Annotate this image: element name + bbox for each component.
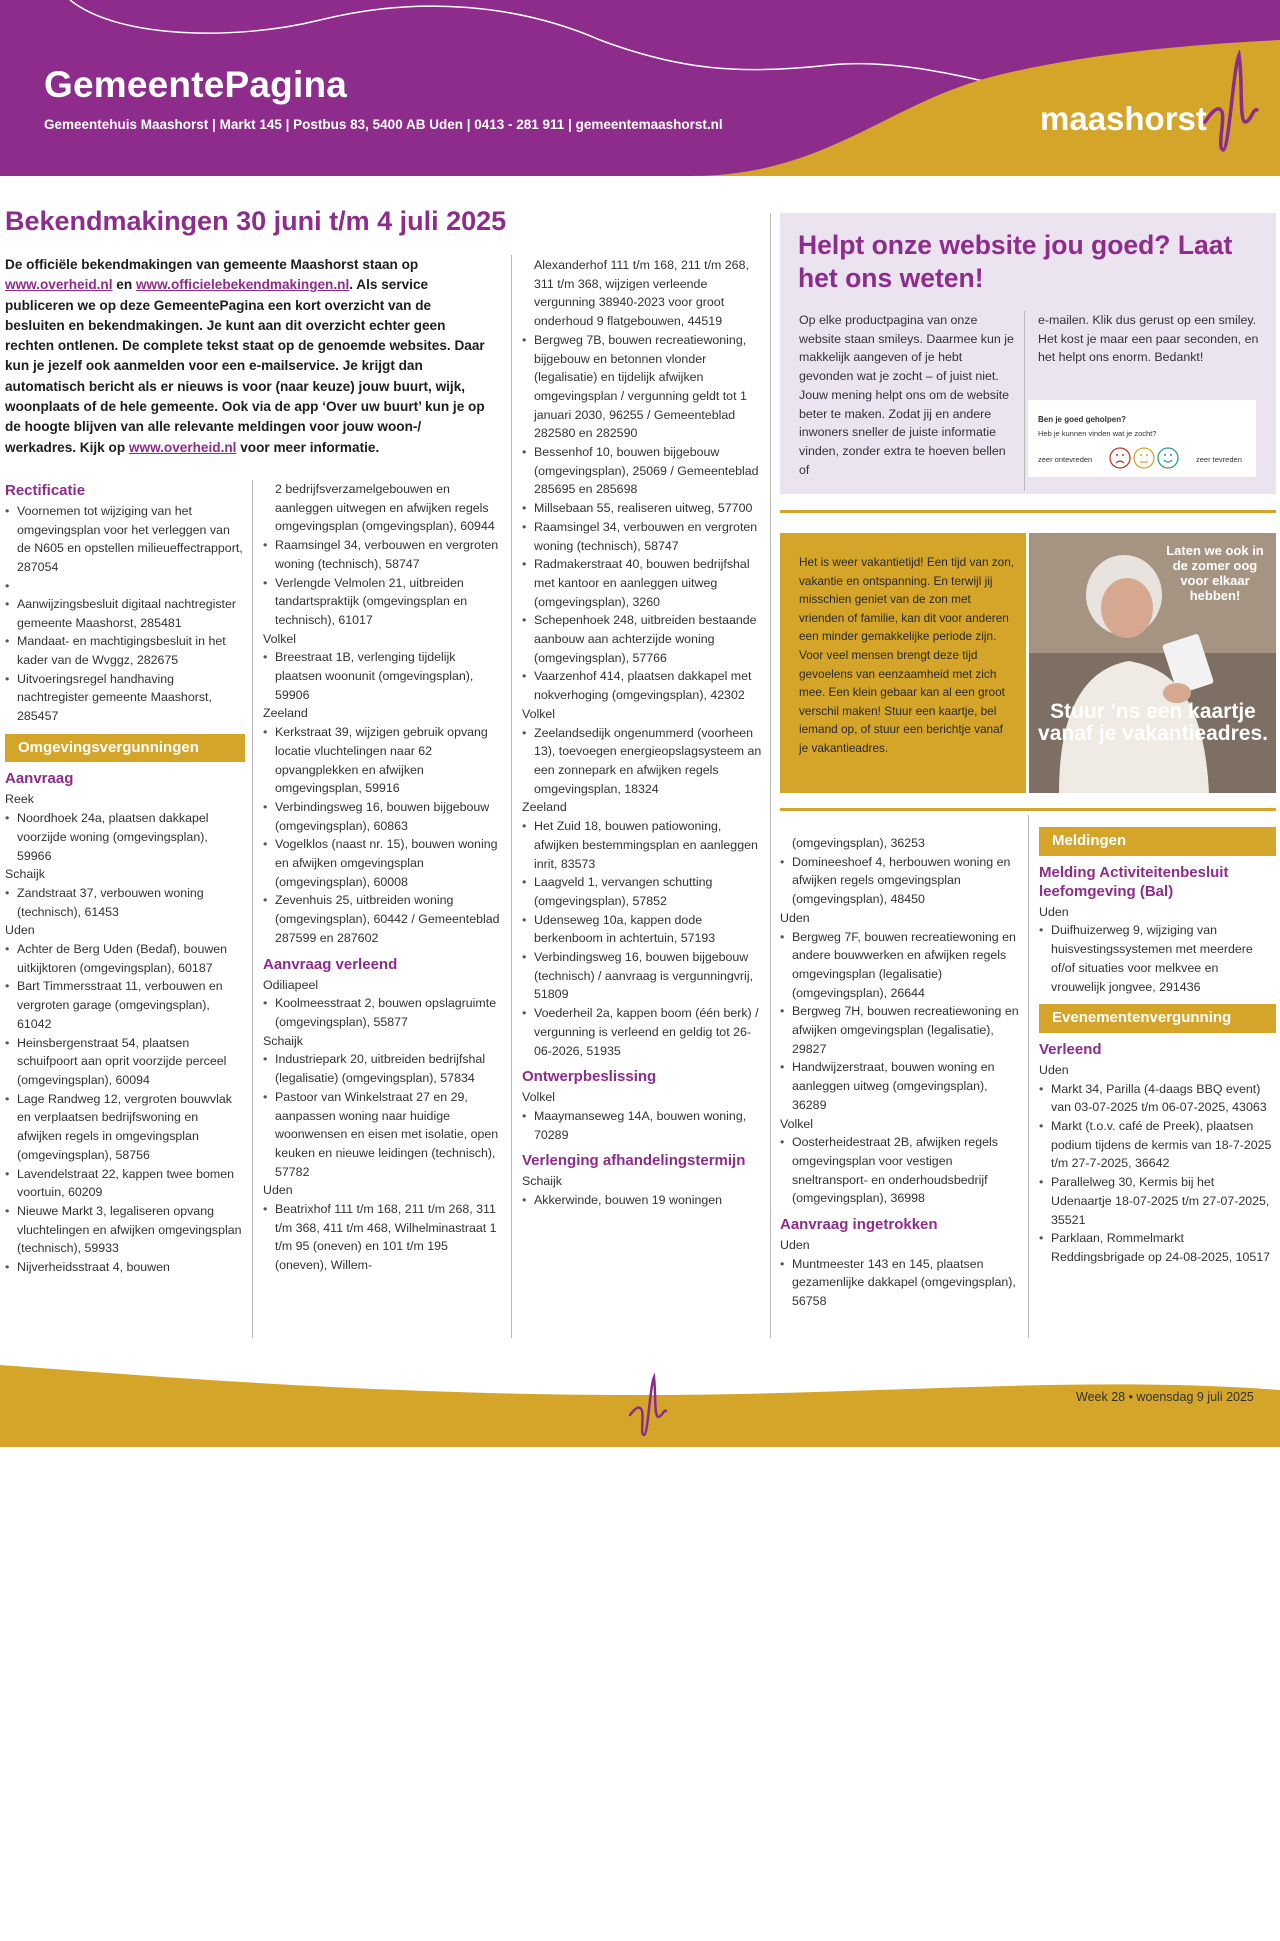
feedback-text-left: Op elke productpagina van onze website staan smileys. Daarmee kun je makkelijk aangeven of je hebt gevonden wat je zocht – of juist niet. Jouw mening helpt ons om de website beter te maken. Zodat jij en andere inwoners sneller de juiste informatie vinden, zonder extra te hoeven bellen of (799, 313, 1014, 477)
list-item: • Schepenhoek 248, uitbreiden bestaande aanbouw aan achterzijde woning (omgevingsplan), 57766 (522, 611, 762, 667)
column-divider (511, 255, 512, 1338)
rectificatie-list (5, 502, 245, 726)
section-heading-rectificatie: Rectificatie (5, 482, 86, 499)
section-heading-ontwerpbeslissing: Ontwerpbeslissing (522, 1068, 657, 1086)
list-spacer (5, 577, 245, 595)
rating-title: Ben je goed geholpen? (1038, 415, 1127, 424)
list-item: • Raamsingel 34, verbouwen en vergroten woning (technisch), 58747 (522, 518, 762, 555)
feedback-text-right: e-mailen. Klik dus gerust op een smiley. Het kost je maar een paar seconden, en het helpt ons enorm. Bedankt! (1038, 313, 1259, 365)
list-item: • Nieuwe Markt 3, legaliseren opvang vluchtelingen en afwijken omgevingsplan (technisch), 59933 (5, 1202, 245, 1258)
place-name: Volkel (780, 1116, 814, 1131)
continued-text: 2 bedrijfsverzamelgebouwen en aanleggen uitwegen en afwijken regels omgevingsplan (omgevingsplan), 60944 (275, 482, 495, 534)
section-heading-verleend: Verleend (1039, 1040, 1102, 1058)
section-bar-meldingen: Meldingen (1039, 827, 1276, 856)
smiley-rating-card (1028, 400, 1256, 477)
list-item: • Bergweg 7B, bouwen recreatiewoning, bijgebouw en betonnen vlonder (legalisatie) en tijdelijk afwijken omgevingsplan / vergunning geldt tot 1 januari 2030, 96255 / Gemeenteblad 282580 en 282590 (522, 331, 762, 443)
vacation-headline: Stuur 'ns een kaartje vanaf je vakantieadres. (1038, 700, 1268, 745)
place-name: Zeeland (522, 800, 567, 815)
sad-smiley-icon[interactable] (1110, 448, 1130, 468)
list-item: • Uitvoeringsregel handhaving nachtregister gemeente Maashorst, 285457 (5, 670, 245, 726)
column-5 (1039, 818, 1276, 1267)
list-item: • Parallelweg 30, Kermis bij het Udenaartje 18-07-2025 t/m 27-07-2025, 35521 (1039, 1173, 1276, 1229)
page-header (0, 0, 1280, 176)
list-item: • Markt (t.o.v. café de Preek), plaatsen podium tijdens de kermis van 18-7-2025 t/m 27-7-2025, 36642 (1039, 1117, 1276, 1173)
place-name: Odiliapeel (263, 977, 319, 992)
list-item: • Handwijzerstraat, bouwen woning en aanleggen uitweg (omgevingsplan), 36289 (780, 1058, 1020, 1114)
place-name: Uden (780, 1238, 810, 1253)
vacation-tagline: Laten we ook in de zomer oog voor elkaar hebben! (1166, 543, 1264, 603)
list-item: • Vaarzenhof 414, plaatsen dakkapel met nokverhoging (omgevingsplan), 42302 (522, 667, 762, 704)
gold-divider (780, 808, 1276, 811)
list-item: • Mandaat- en machtigingsbesluit in het kader van de Wvggz, 282675 (5, 632, 245, 669)
place-name: Volkel (522, 1090, 556, 1105)
gold-divider (780, 510, 1276, 513)
list-item: • Radmakerstraat 40, bouwen bedrijfshal met kantoor en aanleggen uitweg (omgevingsplan), 3260 (522, 555, 762, 611)
continued-text: (omgevingsplan), 36253 (792, 836, 925, 850)
place-name: Uden (1039, 1062, 1069, 1077)
place-name: Zeeland (263, 706, 308, 721)
list-item: • Domineeshoef 4, herbouwen woning en afwijken regels omgevingsplan (omgevingsplan), 48450 (780, 853, 1020, 909)
list-item: • Beatrixhof 111 t/m 168, 211 t/m 268, 311 t/m 368, 411 t/m 468, Wilhelminastraat 1 t/m 95 (oneven) en 101 t/m 195 (oneven), Willem- (263, 1200, 503, 1275)
footer-date: Week 28 • woensdag 9 juli 2025 (1076, 1390, 1254, 1404)
header-address: Gemeentehuis Maashorst | Markt 145 | Postbus 83, 5400 AB Uden | 0413 - 281 911 | gemeentemaashorst.nl (44, 117, 723, 132)
section-heading-aanvraag-verleend: Aanvraag verleend (263, 955, 398, 973)
section-bar-omgevingsvergunningen: Omgevingsvergunningen (5, 734, 245, 763)
page-title: Bekendmakingen 30 juni t/m 4 juli 2025 (5, 206, 507, 236)
place-name: Volkel (263, 631, 297, 646)
list-item: • Lavendelstraat 22, kappen twee bomen voortuin, 60209 (5, 1165, 245, 1202)
maashorst-logo: maashorst (1040, 100, 1207, 137)
list-item: • Voornemen tot wijziging van het omgevingsplan voor het verleggen van de N605 en opstellen milieueffectrapport, 287054 (5, 502, 245, 577)
list-item: • Bergweg 7F, bouwen recreatiewoning en andere bouwwerken en afwijken regels omgevingsplan (legalisatie) (omgevingsplan), 26644 (780, 928, 1020, 1003)
column-divider (770, 213, 771, 1338)
place-name: Volkel (522, 706, 556, 721)
list-item: • Verbindingsweg 16, bouwen bijgebouw (technisch) / aanvraag is vergunningvrij, 51809 (522, 948, 762, 1004)
place-name: Uden (5, 923, 35, 938)
list-item: • Nijverheidsstraat 4, bouwen (5, 1258, 245, 1277)
neutral-smiley-icon[interactable] (1134, 448, 1154, 468)
vacation-text: Het is weer vakantietijd! Een tijd van zon, vakantie en ontspanning. En terwijl jij misschien geniet van de zon met vrienden of familie, kan dit voor anderen een minder gemakkelijke periode zijn. Voor veel mensen brengt deze tijd gevoelens van eenzaamheid met zich mee. Een klein gebaar kan al een groot verschil maken! Stuur een kaartje, bel iemand op, of stuur een berichtje vanaf je vakantieadres. (799, 555, 1015, 755)
list-item: • Raamsingel 34, verbouwen en vergroten woning (technisch), 58747 (263, 536, 503, 573)
place-name: Schaijk (5, 867, 45, 882)
list-item: • Bessenhof 10, bouwen bijgebouw (omgevingsplan), 25069 / Gemeenteblad 285695 en 285698 (522, 443, 762, 499)
list-item: • Industriepark 20, uitbreiden bedrijfshal (legalisatie) (omgevingsplan), 57834 (263, 1050, 503, 1087)
vacation-photo (1029, 533, 1276, 793)
list-item: • Noordhoek 24a, plaatsen dakkapel voorzijde woning (omgevingsplan), 59966 (5, 809, 245, 865)
list-item: • Voederheil 2a, kappen boom (één berk) / vergunning is verleend en geldig tot 26-06-2026, 51935 (522, 1004, 762, 1060)
place-name: Uden (1039, 904, 1069, 919)
link-officielebekendmakingen[interactable]: www.officielebekendmakingen.nl (135, 277, 350, 293)
column-2 (263, 480, 503, 1275)
happy-smiley-icon[interactable] (1158, 448, 1178, 468)
maashorst-logo-icon (1195, 50, 1265, 160)
list-item: • Millsebaan 55, realiseren uitweg, 57700 (522, 499, 762, 518)
list-item: • Bart Timmersstraat 11, verbouwen en vergroten garage (omgevingsplan), 61042 (5, 977, 245, 1033)
list-item: • Markt 34, Parilla (4-daags BBQ event) van 03-07-2025 t/m 06-07-2025, 43063 (1039, 1080, 1276, 1117)
place-name: Schaijk (522, 1174, 562, 1189)
list-item: • Oosterheidestraat 2B, afwijken regels omgevingsplan voor vestigen sneltransport- en onderhoudsbedrijf (omgevingsplan), 36998 (780, 1133, 1020, 1208)
rating-subtitle: Heb je kunnen vinden wat je zocht? (1038, 429, 1157, 438)
list-item: • Heinsbergenstraat 54, plaatsen schuifpoort aan oprit voorzijde perceel (omgevingsplan), 60094 (5, 1034, 245, 1090)
list-item: • Verbindingsweg 16, bouwen bijgebouw (omgevingsplan), 60863 (263, 798, 503, 835)
intro-text: De officiële bekendmakingen van gemeente Maashorst staan op www.overheid.nl en www.officielebekendmakingen.nl. Als service publiceren we op deze GemeentePagina een kort overzicht van de besluiten en bekendmakingen. Je kunt aan dit overzicht echter geen rechten ontlenen. De complete tekst staat op de genoemde websites. Daar kun je jezelf ook aanmelden voor een e-mailservice. Je krijgt dan automatisch bericht als er nieuws is voor (naar keuze) jouw buurt, wijk, woonplaats of de hele gemeente. Ook via de app ‘Over uw buurt’ kun je op de hoogte blijven van alle relevante meldingen voor jouw woon-/ werkadres. Kijk op www.overheid.nl voor meer informatie. (5, 257, 485, 455)
rating-max-label: zeer tevreden (1196, 455, 1242, 464)
list-item: • Zevenhuis 25, uitbreiden woning (omgevingsplan), 60442 / Gemeenteblad 287599 en 287602 (263, 891, 503, 947)
list-item: • Bergweg 7H, bouwen recreatiewoning en afwijken omgevingsplan (legalisatie), 29827 (780, 1002, 1020, 1058)
section-heading-aanvraag: Aanvraag (5, 770, 74, 788)
place-name: Uden (263, 1183, 293, 1198)
list-item: • Achter de Berg Uden (Bedaf), bouwen uitkijktoren (omgevingsplan), 60187 (5, 940, 245, 977)
list-item: • Udenseweg 10a, kappen dode berkenboom in achtertuin, 57193 (522, 911, 762, 948)
list-item: • Aanwijzingsbesluit digitaal nachtregister gemeente Maashorst, 285481 (5, 595, 245, 632)
section-heading-ingetrokken: Aanvraag ingetrokken (780, 1216, 938, 1234)
place-name: Reek (5, 792, 34, 807)
rating-min-label: zeer ontevreden (1038, 455, 1093, 464)
header-title: GemeentePagina (44, 64, 348, 105)
link-overheid[interactable]: www.overheid.nl (5, 277, 113, 293)
section-heading-verlenging: Verlenging afhandelingstermijn (522, 1152, 746, 1170)
section-bar-evenementenvergunning: Evenementenvergunning (1039, 1004, 1276, 1033)
list-item: • Laagveld 1, vervangen schutting (omgevingsplan), 57852 (522, 873, 762, 910)
link-overheid-2[interactable]: www.overheid.nl (128, 439, 237, 455)
list-item: • Parklaan, Rommelmarkt Reddingsbrigade op 24-08-2025, 10517 (1039, 1229, 1276, 1266)
feedback-title: Helpt onze website jou goed? Laat het ons weten! (798, 230, 1233, 293)
list-item: • Zandstraat 37, verbouwen woning (technisch), 61453 (5, 884, 245, 921)
website-feedback-box (780, 213, 1276, 494)
list-item: • Akkerwinde, bouwen 19 woningen (522, 1191, 762, 1210)
list-item: • Pastoor van Winkelstraat 27 en 29, aanpassen woning naar huidige woonwensen en eisen met isolatie, open keuken en nieuwe leidingen (technisch), 57782 (263, 1088, 503, 1182)
column-divider (1028, 815, 1029, 1338)
column-1 (5, 474, 245, 1277)
list-item: • Het Zuid 18, bouwen patiowoning, afwijken bestemmingsplan en aanleggen inrit, 83573 (522, 817, 762, 873)
section-heading-bal: Melding Activiteitenbesluit leefomgeving (Bal) (1039, 863, 1229, 900)
list-item: • Vogelklos (naast nr. 15), bouwen woning en afwijken omgevingsplan (omgevingsplan), 60008 (263, 835, 503, 891)
list-item: • Muntmeester 143 en 145, plaatsen gezamenlijke dakkapel (omgevingsplan), 56758 (780, 1255, 1020, 1311)
list-item: • Kerkstraat 39, wijzigen gebruik opvang locatie vluchtelingen naar 62 opvangplekken en afwijken omgevingsplan, 59916 (263, 723, 503, 798)
list-item: • Breestraat 1B, verlenging tijdelijk plaatsen woonunit (omgevingsplan), 59906 (263, 648, 503, 704)
column-divider (1024, 311, 1025, 491)
list-item: • Verlengde Velmolen 21, uitbreiden tandartspraktijk (omgevingsplan en technisch), 61017 (263, 574, 503, 630)
smiley-faces (1108, 445, 1180, 471)
list-item: • Maaymanseweg 14A, bouwen woning, 70289 (522, 1107, 762, 1144)
place-name: Schaijk (263, 1033, 303, 1048)
column-3 (522, 256, 762, 1210)
place-name: Uden (780, 910, 810, 925)
list-item: • Koolmeesstraat 2, bouwen opslagruimte (omgevingsplan), 55877 (263, 994, 503, 1031)
list-item: • Zeelandsedijk ongenummerd (voorheen 13), toevoegen energieopslagsysteem an een zonnepark en afwijken regels omgevingsplan, 18324 (522, 724, 762, 799)
continued-text: Alexanderhof 111 t/m 168, 211 t/m 268, 311 t/m 368, wijzigen verleende vergunning 38940-2023 voor groot onderhoud 9 flatgebouwen, 44519 (534, 258, 749, 329)
column-4 (780, 834, 1020, 1311)
vacation-text-box (780, 533, 1026, 793)
list-item: • Duifhuizerweg 9, wijziging van huisvestingssystemen met meerdere of/of situaties voor melkvee en vrouwelijk jongvee, 291436 (1039, 921, 1276, 996)
list-item: • Lage Randweg 12, vergroten bouwvlak en verplaatsen bedrijfswoning en afwijken regels in omgevingsplan (omgevingsplan), 58756 (5, 1090, 245, 1165)
column-divider (252, 480, 253, 1338)
